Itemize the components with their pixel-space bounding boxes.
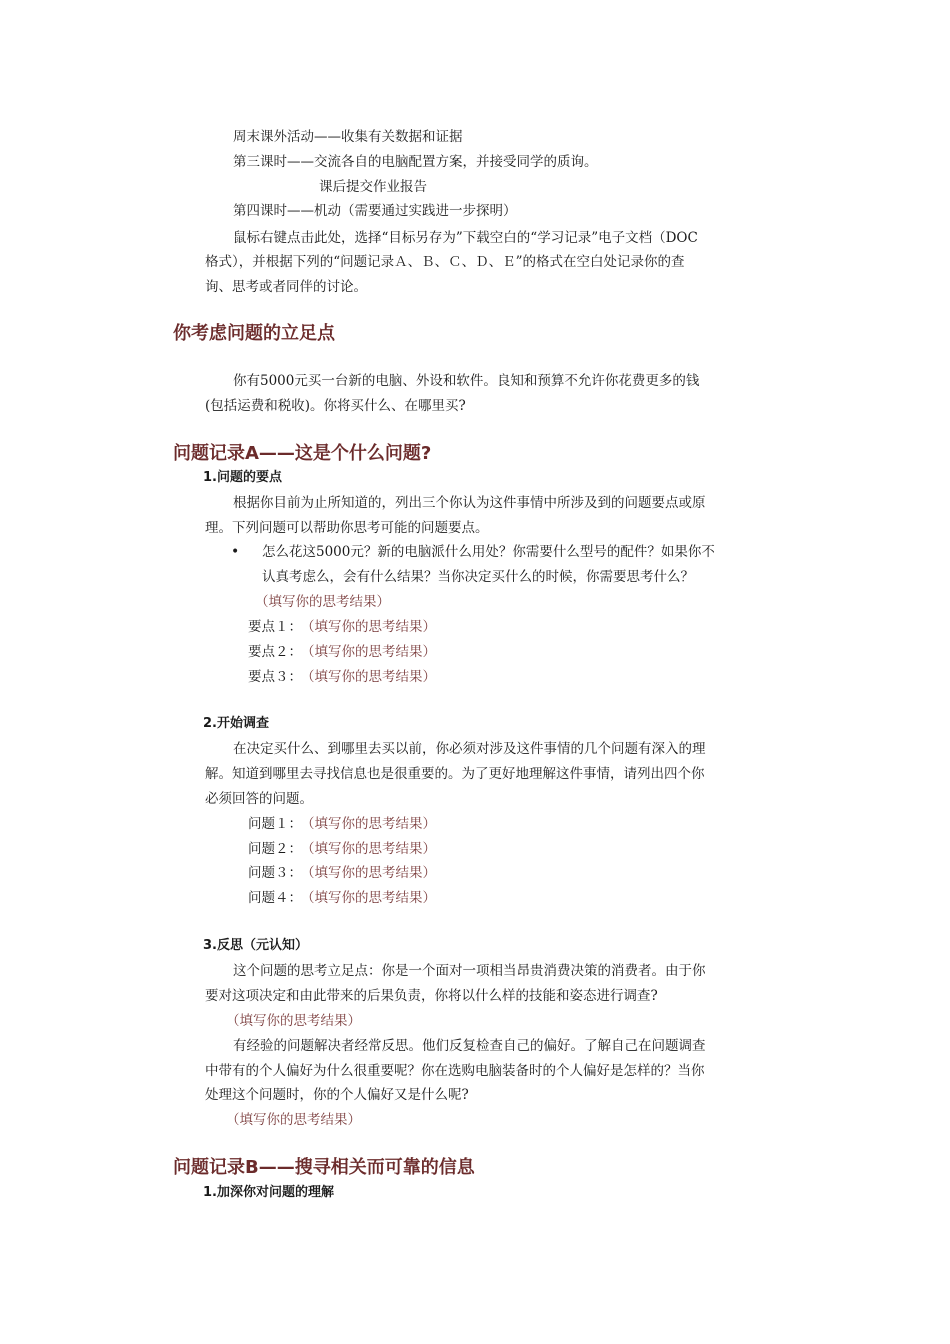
section-a3-title: 3.反思（元认知） xyxy=(203,938,308,953)
download-link[interactable]: 鼠标右键点击此处，选择“目标另存为”下载空白的“学习记录”电子文档（DOC xyxy=(233,230,698,246)
section-a1-title: 1.问题的要点 xyxy=(203,470,282,485)
section-a1-text-2: 理。下列问题可以帮助你思考可能的问题要点。 xyxy=(205,520,489,536)
keypoint-1-fill[interactable]: （填写你的思考结果） xyxy=(301,619,436,635)
section-a1-text-1: 根据你目前为止所知道的，列出三个你认为这件事情中所涉及到的问题要点或原 xyxy=(233,495,706,511)
standpoint-text-2: (包括运费和税收)。你将买什么、在哪里买? xyxy=(205,398,466,414)
standpoint-heading: 你考虑问题的立足点 xyxy=(173,323,335,344)
question-1-fill[interactable]: （填写你的思考结果） xyxy=(301,816,436,832)
section-a3-text-4: 中带有的个人偏好为什么很重要呢？你在选购电脑装备时的个人偏好是怎样的？当你 xyxy=(205,1063,705,1079)
question-2-fill[interactable]: （填写你的思考结果） xyxy=(301,841,436,857)
question-3-label: 问题３： xyxy=(248,865,302,881)
keypoint-2-fill[interactable]: （填写你的思考结果） xyxy=(301,644,436,660)
section-a2-title: 2.开始调查 xyxy=(203,716,269,731)
intro-weekend: 周末课外活动——收集有关数据和证据 xyxy=(233,129,463,145)
intro-after-class: 课后提交作业报告 xyxy=(319,179,427,195)
bullet-text-1: 怎么花这5000元？新的电脑派什么用处？你需要什么型号的配件？如果你不 xyxy=(262,544,715,560)
section-a3-text-5: 处理这个问题时，你的个人偏好又是什么呢? xyxy=(205,1087,469,1103)
reflection-fill-1[interactable]: （填写你的思考结果） xyxy=(226,1013,361,1029)
section-a2-text-2: 解。知道到哪里去寻找信息也是很重要的。为了更好地理解这件事情，请列出四个你 xyxy=(205,766,705,782)
question-4-fill[interactable]: （填写你的思考结果） xyxy=(301,890,436,906)
question-2-label: 问题２： xyxy=(248,841,302,857)
bullet-marker: • xyxy=(231,544,240,560)
fill-placeholder[interactable]: （填写你的思考结果） xyxy=(255,594,390,610)
download-text-3: 询、思考或者同伴的讨论。 xyxy=(205,279,367,295)
intro-lesson3: 第三课时——交流各自的电脑配置方案，并接受同学的质询。 xyxy=(233,154,598,170)
keypoint-2-label: 要点２： xyxy=(248,644,302,660)
record-b-heading: 问题记录B——搜寻相关而可靠的信息 xyxy=(173,1157,475,1178)
keypoint-1-label: 要点１： xyxy=(248,619,302,635)
question-4-label: 问题４： xyxy=(248,890,302,906)
question-3-fill[interactable]: （填写你的思考结果） xyxy=(301,865,436,881)
question-1-label: 问题１： xyxy=(248,816,302,832)
section-a3-text-3: 有经验的问题解决者经常反思。他们反复检查自己的偏好。了解自己在问题调查 xyxy=(233,1038,706,1054)
reflection-fill-2[interactable]: （填写你的思考结果） xyxy=(226,1112,361,1128)
section-a2-text-3: 必须回答的问题。 xyxy=(205,791,313,807)
section-a2-text-1: 在决定买什么、到哪里去买以前，你必须对涉及这件事情的几个问题有深入的理 xyxy=(233,741,706,757)
record-a-heading: 问题记录A——这是个什么问题? xyxy=(173,443,432,464)
section-a3-text-1: 这个问题的思考立足点：你是一个面对一项相当昂贵消费决策的消费者。由于你 xyxy=(233,963,706,979)
keypoint-3-label: 要点３： xyxy=(248,669,302,685)
bullet-text-2: 认真考虑么，会有什么结果？当你决定买什么的时候，你需要思考什么？ xyxy=(262,569,694,585)
keypoint-3-fill[interactable]: （填写你的思考结果） xyxy=(301,669,436,685)
section-b1-title: 1.加深你对问题的理解 xyxy=(203,1185,334,1200)
download-text-2: 格式），并根据下列的“问题记录Ａ、Ｂ、Ｃ、Ｄ、Ｅ”的格式在空白处记录你的查 xyxy=(205,254,685,270)
section-a3-text-2: 要对这项决定和由此带来的后果负责，你将以什么样的技能和姿态进行调查? xyxy=(205,988,658,1004)
standpoint-text-1: 你有5000元买一台新的电脑、外设和软件。良知和预算不允许你花费更多的钱 xyxy=(233,373,700,389)
intro-lesson4: 第四课时——机动（需要通过实践进一步探明） xyxy=(233,203,517,219)
